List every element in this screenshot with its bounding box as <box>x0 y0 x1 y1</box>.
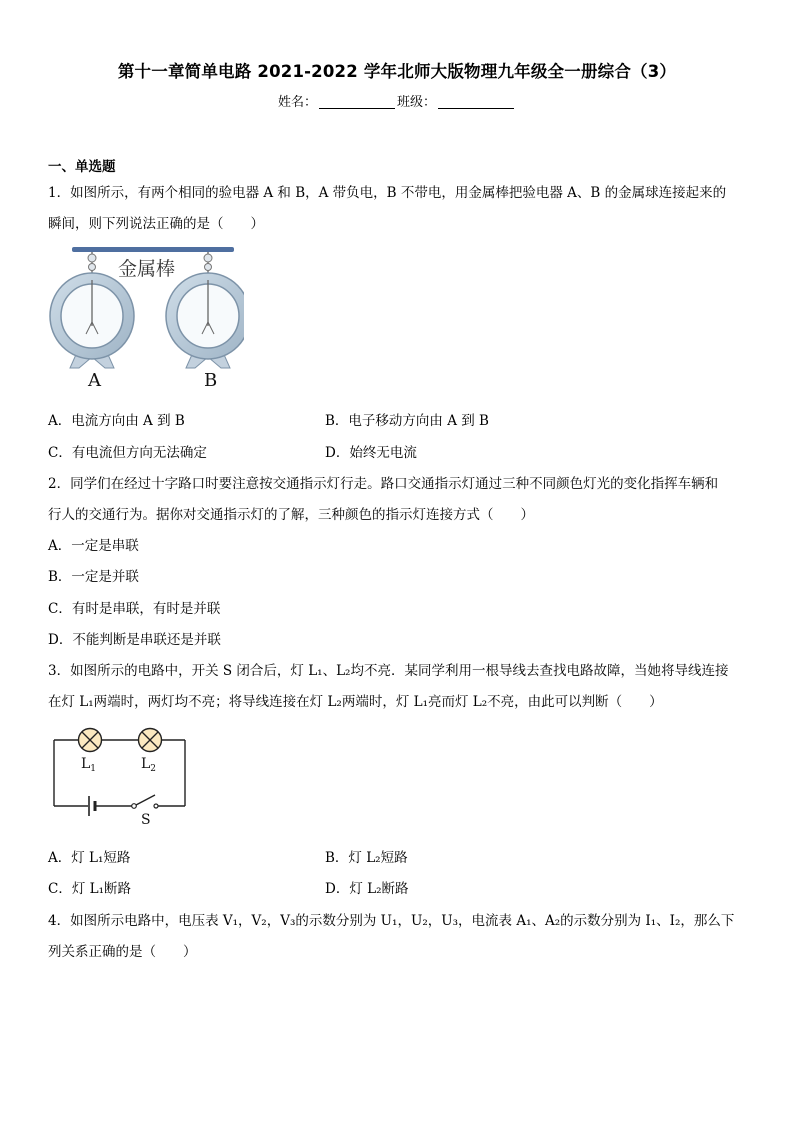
lamp-l2-icon <box>139 729 162 752</box>
q2-option-c[interactable]: C．有时是串联，有时是并联 <box>48 601 221 617</box>
q3-option-c[interactable]: C．灯 L₁断路 <box>48 881 131 897</box>
q2-stem-line2: 行人的交通行为。据你对交通指示灯的了解，三种颜色的指示灯连接方式（ ） <box>48 507 534 523</box>
student-info <box>0 91 794 110</box>
q1-stem-line1: 1．如图所示，有两个相同的验电器 A 和 B，A 带负电，B 不带电，用金属棒把验电器 A、B 的金属球连接起来的 <box>48 185 727 201</box>
section-heading: 一、单选题 <box>48 159 116 175</box>
switch-icon <box>132 795 158 808</box>
metal-rod <box>72 247 234 252</box>
page-title: 第十一章简单电路 2021-2022 学年北师大版物理九年级全一册综合（3） <box>117 62 677 81</box>
q2-stem-line1: 2．同学们在经过十字路口时要注意按交通指示灯行走。路口交通指示灯通过三种不同颜色灯光的变化指挥车辆和 <box>48 476 719 492</box>
name-label: 姓名： <box>277 95 317 110</box>
class-label: 班级： <box>397 95 437 110</box>
q3-option-b[interactable]: B．灯 L₂短路 <box>325 850 408 866</box>
q1-option-b[interactable]: B．电子移动方向由 A 到 B <box>325 413 489 429</box>
label-b: B <box>204 370 218 391</box>
circuit-figure <box>48 724 193 828</box>
q3-option-d[interactable]: D．灯 L₂断路 <box>325 881 409 897</box>
label-a: A <box>88 370 101 391</box>
circuit-wires <box>54 740 185 806</box>
label-l1: $L_1$ <box>81 756 97 774</box>
q4-stem-line1: 4．如图所示电路中，电压表 V₁，V₂，V₃的示数分别为 U₁，U₂，U₃，电流表 A₁、A₂的示数分别为 I₁、I₂，那么下 <box>48 913 735 929</box>
q2-option-d[interactable]: D．不能判断是串联还是并联 <box>48 632 221 648</box>
q1-option-d[interactable]: D．始终无电流 <box>325 445 417 461</box>
q1-option-c[interactable]: C．有电流但方向无法确定 <box>48 445 207 461</box>
class-blank[interactable] <box>438 94 514 109</box>
label-l2: $L_2$ <box>141 756 157 774</box>
q2-option-a[interactable]: A．一定是串联 <box>48 538 139 554</box>
q4-stem-line2: 列关系正确的是（ ） <box>48 944 197 960</box>
battery-icon <box>89 796 95 816</box>
q1-option-a[interactable]: A．电流方向由 A 到 B <box>48 413 185 429</box>
name-blank[interactable] <box>319 94 395 109</box>
rod-label: 金属棒 <box>118 258 176 280</box>
q3-stem-line1: 3．如图所示的电路中，开关 S 闭合后，灯 L₁、L₂均不亮．某同学利用一根导线去查找电路故障，当她将导线连接 <box>48 663 729 679</box>
q3-option-a[interactable]: A．灯 L₁短路 <box>48 850 131 866</box>
label-s: S <box>141 812 151 828</box>
q2-option-b[interactable]: B．一定是并联 <box>48 569 139 585</box>
electroscope-figure <box>48 240 244 392</box>
electroscope-b <box>166 252 244 368</box>
lamp-l1-icon <box>79 729 102 752</box>
q3-stem-line2: 在灯 L₁两端时，两灯均不亮；将导线连接在灯 L₂两端时，灯 L₁亮而灯 L₂不亮，由此可以判断（ ） <box>48 694 663 710</box>
q1-stem-line2: 瞬间，则下列说法正确的是（ ） <box>48 216 264 232</box>
